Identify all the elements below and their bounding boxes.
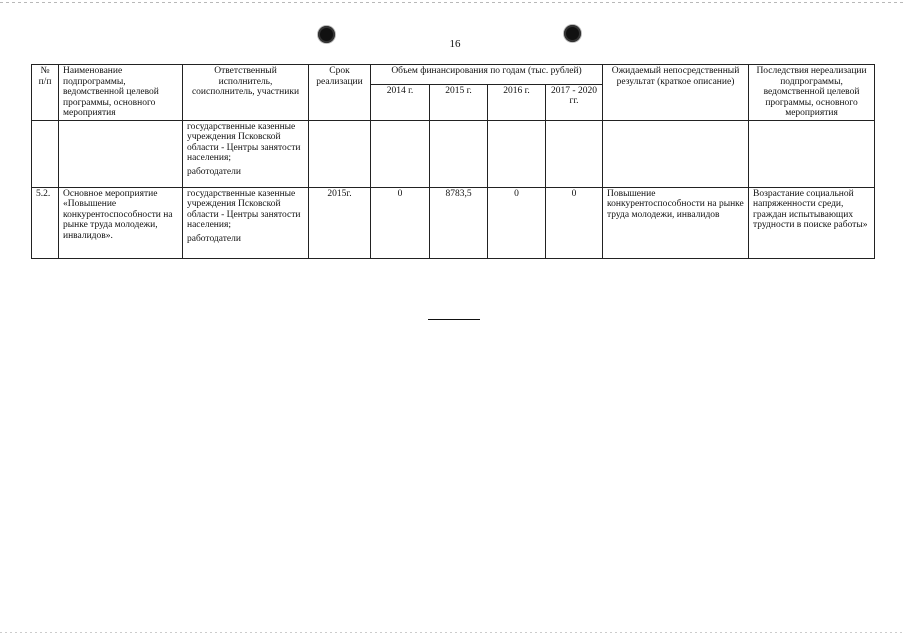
cell-2017-2020 — [546, 120, 603, 187]
header-result: Ожидаемый непосредственный результат (краткое описание) — [603, 65, 749, 121]
cell-2015 — [430, 120, 488, 187]
cell-consequences — [749, 120, 875, 187]
cell-result — [603, 120, 749, 187]
cell-executor — [183, 120, 309, 187]
cell-executor — [183, 187, 309, 258]
cell-term: 2015г. — [309, 187, 371, 258]
cell-num — [32, 120, 59, 187]
page-number: 16 — [449, 38, 461, 50]
scan-top-edge — [0, 2, 905, 3]
scan-bottom-edge — [0, 632, 905, 633]
cell-executor-main: государственные казенные учреждения Псковской области - Центры занятости населения; — [187, 121, 301, 163]
cell-name: Основное мероприятие «Повышение конкурентоспособности на рынке труда молодежи, инвалидов». — [59, 187, 183, 258]
cell-executor-extra: работодатели — [187, 233, 241, 244]
cell-2016: 0 — [488, 187, 546, 258]
cell-num: 5.2. — [32, 187, 59, 258]
table-row — [32, 187, 875, 258]
header-name: Наименование подпрограммы, ведомственной целевой программы, основного мероприятия — [59, 65, 183, 121]
header-num: № п/п — [32, 65, 59, 121]
header-term: Срок реализации — [309, 65, 371, 121]
program-table — [31, 64, 875, 259]
cell-name — [59, 120, 183, 187]
header-consequences: Последствия нереализации подпрограммы, ведомственной целевой программы, основного мероприятия — [749, 65, 875, 121]
cell-result: Повышение конкурентоспособности на рынке труда молодежи, инвалидов — [603, 187, 749, 258]
header-year-2014: 2014 г. — [371, 84, 430, 120]
header-executor: Ответственный исполнитель, соисполнитель, участники — [183, 65, 309, 121]
header-year-2015: 2015 г. — [430, 84, 488, 120]
cell-2014 — [371, 120, 430, 187]
cell-2014: 0 — [371, 187, 430, 258]
header-year-2017-2020: 2017 - 2020 гг. — [546, 84, 603, 120]
header-year-2016: 2016 г. — [488, 84, 546, 120]
cell-2016 — [488, 120, 546, 187]
table-row — [32, 120, 875, 187]
header-funding: Объем финансирования по годам (тыс. рублей) — [371, 65, 603, 85]
punch-hole-right — [564, 25, 581, 42]
cell-term — [309, 120, 371, 187]
table-header-row — [32, 65, 875, 85]
cell-2015: 8783,5 — [430, 187, 488, 258]
cell-executor-extra: работодатели — [187, 166, 241, 177]
cell-executor-main: государственные казенные учреждения Псковской области - Центры занятости населения; — [187, 188, 301, 230]
closing-rule — [428, 319, 480, 320]
cell-consequences: Возрастание социальной напряженности среди, граждан испытывающих трудности в поиске работы» — [749, 187, 875, 258]
punch-hole-left — [318, 26, 335, 43]
cell-2017-2020: 0 — [546, 187, 603, 258]
